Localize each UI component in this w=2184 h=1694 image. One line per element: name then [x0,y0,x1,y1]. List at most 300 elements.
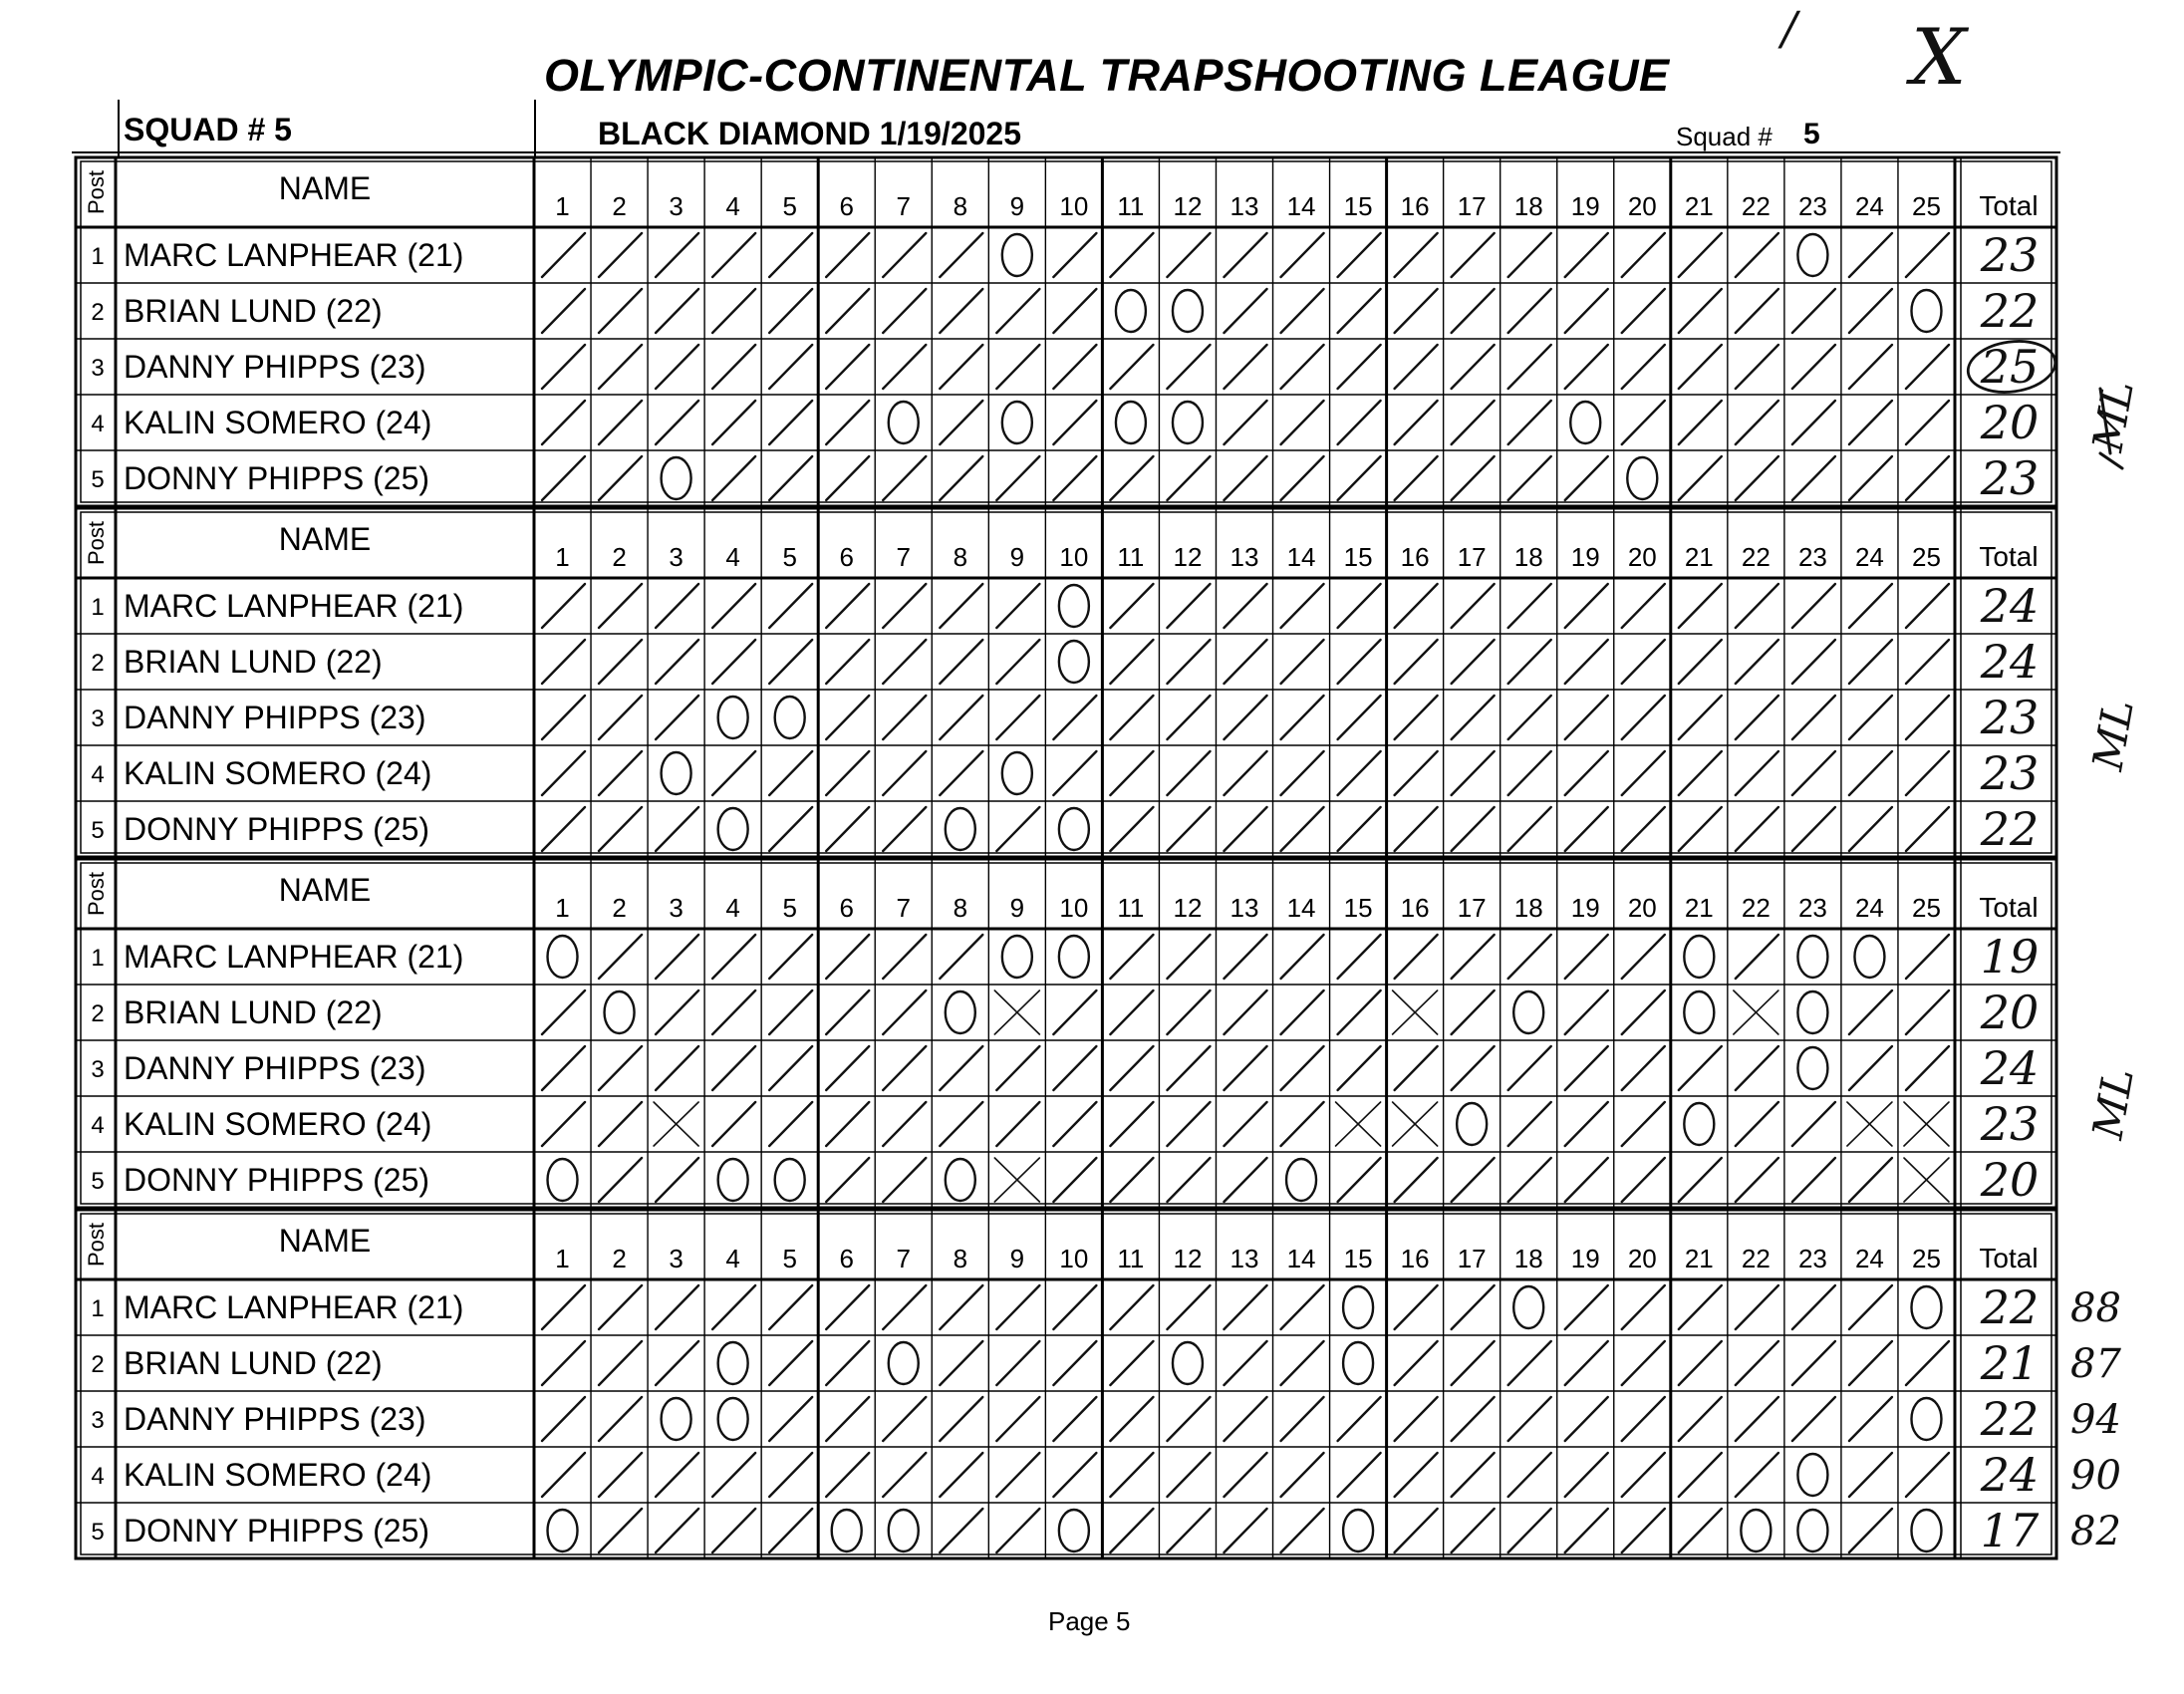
hit-mark [1110,584,1153,628]
hit-mark [1281,1285,1324,1329]
miss-mark [548,1510,578,1552]
hit-mark [1622,1509,1665,1553]
player-name: BRIAN LUND (22) [124,293,383,329]
target-number-label: 10 [1059,1244,1089,1273]
miss-mark [1002,936,1032,978]
hit-mark [1452,289,1495,333]
hit-mark [1679,1046,1722,1090]
hit-mark [542,289,585,333]
hit-mark [1679,640,1722,684]
hit-mark [656,345,698,389]
hit-mark [1110,751,1153,795]
hit-mark [1167,456,1210,500]
hit-mark [1110,640,1153,684]
hit-mark [1395,401,1438,444]
target-number-label: 7 [896,191,911,221]
hit-mark [1736,1397,1778,1441]
hit-mark [1395,1341,1438,1385]
hit-mark [1395,345,1438,389]
hit-mark [1338,456,1381,500]
hit-mark [1452,456,1495,500]
hit-mark [599,1341,642,1385]
hit-mark [1508,1341,1551,1385]
hit-mark [1679,584,1722,628]
hit-mark [1053,401,1096,444]
target-number-label: 19 [1570,542,1600,572]
hit-mark [1395,1158,1438,1202]
post-number: 5 [91,1519,105,1546]
hit-mark [1338,751,1381,795]
miss-mark [718,1159,748,1201]
player-name: DONNY PHIPPS (25) [124,1162,430,1198]
hit-mark [769,584,812,628]
target-number-label: 1 [555,191,570,221]
post-number: 3 [91,706,105,732]
hit-mark [1281,807,1324,851]
hit-mark [996,289,1039,333]
hit-mark [542,1397,585,1441]
miss-mark [889,402,919,443]
target-number-label: 21 [1684,893,1714,923]
hit-mark [1508,456,1551,500]
hit-mark [1849,640,1892,684]
hit-mark [883,696,926,739]
hit-mark [1053,1285,1096,1329]
hit-mark [1622,584,1665,628]
hit-mark [1338,345,1381,389]
hit-mark [769,1102,812,1146]
hit-mark [712,584,755,628]
hit-mark [1565,1453,1608,1497]
hit-mark [1224,1285,1266,1329]
hit-mark [1167,935,1210,979]
hit-mark [826,1453,869,1497]
hit-mark [1679,289,1722,333]
hit-mark [1167,1453,1210,1497]
hit-mark [1508,1397,1551,1441]
target-number-label: 12 [1173,1244,1203,1273]
hit-mark [542,1453,585,1497]
hit-mark [1110,1102,1153,1146]
target-number-label: 4 [725,542,740,572]
target-number-label: 9 [1009,893,1025,923]
hit-mark [826,990,869,1034]
hit-mark [1679,1158,1722,1202]
name-column-label: NAME [278,1223,372,1259]
row-total: 23 [1980,746,2040,800]
hit-mark [1167,1509,1210,1553]
miss-mark [1627,457,1657,499]
hit-mark [769,1046,812,1090]
hit-mark [712,401,755,444]
row-total: 23 [1980,1097,2040,1151]
player-name: MARC LANPHEAR (21) [124,1289,464,1325]
post-number: 2 [91,650,105,677]
hit-mark [1167,1158,1210,1202]
hit-mark [599,1509,642,1553]
hit-mark [1736,1102,1778,1146]
hit-mark [1736,807,1778,851]
hit-mark [542,345,585,389]
post-number: 3 [91,1407,105,1434]
hit-mark [1792,640,1835,684]
hit-mark [883,935,926,979]
hit-mark [826,696,869,739]
target-number-label: 4 [725,191,740,221]
hit-mark [656,584,698,628]
target-number-label: 7 [896,893,911,923]
hit-mark [1792,401,1835,444]
hit-mark [1906,1046,1949,1090]
hit-mark [1281,233,1324,277]
target-number-label: 20 [1627,191,1657,221]
total-column-label: Total [1979,190,2039,221]
target-number-label: 9 [1009,191,1025,221]
hit-mark [1167,807,1210,851]
hit-mark [1622,1158,1665,1202]
hit-mark [1622,1046,1665,1090]
hit-mark [769,935,812,979]
hit-mark [826,1285,869,1329]
hit-mark [1565,456,1608,500]
target-number-label: 3 [669,893,683,923]
hit-mark [826,1397,869,1441]
target-number-label: 12 [1173,191,1203,221]
target-number-label: 4 [725,893,740,923]
hit-mark [940,345,982,389]
hit-mark [1224,990,1266,1034]
hit-mark [1565,751,1608,795]
target-number-label: 5 [782,893,797,923]
hit-mark [883,1158,926,1202]
miss-mark [1684,991,1714,1033]
miss-mark [718,1342,748,1384]
miss-mark [1173,402,1203,443]
target-number-label: 22 [1741,542,1771,572]
miss-mark [605,991,635,1033]
total-column-label: Total [1979,1243,2039,1273]
hit-mark [826,345,869,389]
target-number-label: 15 [1343,191,1373,221]
player-name: DONNY PHIPPS (25) [124,1513,430,1549]
target-number-label: 14 [1286,542,1316,572]
hit-mark [1224,401,1266,444]
row-total: 24 [1980,579,2040,633]
hit-mark [1565,990,1608,1034]
target-number-label: 8 [953,542,968,572]
hit-mark [656,401,698,444]
target-number-label: 16 [1400,893,1430,923]
hit-mark [542,401,585,444]
target-number-label: 2 [612,1244,627,1273]
hit-mark [1338,1453,1381,1497]
hit-mark [883,456,926,500]
hit-mark [1622,807,1665,851]
hit-mark [1224,1102,1266,1146]
hit-mark [1736,1158,1778,1202]
hit-mark [1508,935,1551,979]
hit-mark [1167,1102,1210,1146]
aggregate-total: 94 [2070,1397,2121,1443]
miss-mark [1002,752,1032,794]
hit-mark [883,1285,926,1329]
hit-mark [542,456,585,500]
hit-mark [1508,584,1551,628]
row-total: 25 [1980,340,2040,394]
hit-mark [1224,1158,1266,1202]
target-number-label: 10 [1059,191,1089,221]
post-number: 4 [91,411,105,437]
hit-mark [1110,1453,1153,1497]
hit-mark [1110,990,1153,1034]
hit-mark [940,1453,982,1497]
hit-mark [656,1453,698,1497]
hit-mark [656,1341,698,1385]
hit-mark [599,1102,642,1146]
player-name: KALIN SOMERO (24) [124,1106,432,1142]
hit-mark [1452,233,1495,277]
target-number-label: 8 [953,191,968,221]
target-number-label: 20 [1627,1244,1657,1273]
hit-mark [1508,1046,1551,1090]
hit-mark [1452,990,1495,1034]
target-number-label: 24 [1854,893,1884,923]
miss-mark [548,936,578,978]
hit-mark [996,807,1039,851]
target-number-label: 2 [612,893,627,923]
row-total: 21 [1980,1336,2040,1390]
hit-mark [1338,640,1381,684]
hit-mark [1452,751,1495,795]
target-number-label: 15 [1343,1244,1373,1273]
miss-mark [775,1159,805,1201]
target-number-label: 18 [1513,542,1543,572]
post-number: 4 [91,1112,105,1139]
hit-mark [1338,807,1381,851]
hit-mark [1849,990,1892,1034]
hit-mark [826,401,869,444]
miss-mark [1116,402,1146,443]
row-total: 22 [1980,1280,2040,1334]
hit-mark [599,751,642,795]
hit-mark [599,584,642,628]
target-number-label: 8 [953,893,968,923]
hit-mark [712,1509,755,1553]
miss-mark [1911,1286,1941,1328]
hit-mark [1792,1285,1835,1329]
target-number-label: 14 [1286,1244,1316,1273]
miss-mark [718,697,748,738]
squad-label-right: Squad # [1676,122,1773,151]
hit-mark [1736,696,1778,739]
hit-mark [769,456,812,500]
hit-mark [883,1102,926,1146]
hit-mark [940,696,982,739]
miss-mark [662,752,691,794]
row-total: 19 [1980,930,2040,984]
hit-mark [1906,584,1949,628]
hit-mark [826,584,869,628]
hit-mark [1224,1046,1266,1090]
hit-mark [1110,696,1153,739]
miss-mark [1911,290,1941,332]
hit-mark [1792,456,1835,500]
hit-mark [1281,696,1324,739]
hit-mark [1167,345,1210,389]
row-total: 24 [1980,635,2040,689]
reviewer-initials: ML [2082,696,2144,774]
target-number-label: 7 [896,1244,911,1273]
hit-mark [712,1046,755,1090]
hit-mark [599,935,642,979]
post-number: 4 [91,761,105,788]
target-number-label: 24 [1854,1244,1884,1273]
hit-mark [769,807,812,851]
hit-mark [599,289,642,333]
hit-mark [1849,401,1892,444]
hit-mark [940,640,982,684]
hit-mark [599,233,642,277]
hit-mark [1281,990,1324,1034]
miss-mark [1173,1342,1203,1384]
hit-mark [1395,640,1438,684]
target-number-label: 21 [1684,191,1714,221]
hit-mark [1565,640,1608,684]
target-number-label: 6 [839,191,854,221]
hit-mark [940,456,982,500]
row-total: 22 [1980,802,2040,856]
hit-mark [1736,289,1778,333]
hit-mark [1849,1341,1892,1385]
target-number-label: 16 [1400,191,1430,221]
hit-mark [712,456,755,500]
post-number: 1 [91,594,105,621]
hit-mark [1792,1102,1835,1146]
hit-mark [1452,1285,1495,1329]
target-number-label: 9 [1009,1244,1025,1273]
hit-mark [826,807,869,851]
hit-mark [1508,289,1551,333]
hit-mark [940,233,982,277]
hit-mark [826,640,869,684]
hit-mark [826,935,869,979]
post-number: 1 [91,243,105,270]
hit-mark [1167,696,1210,739]
target-number-label: 12 [1173,893,1203,923]
target-number-label: 12 [1173,542,1203,572]
hit-mark [1622,401,1665,444]
hit-mark [1906,696,1949,739]
hit-mark [1508,696,1551,739]
hit-mark [1565,1158,1608,1202]
hit-mark [1395,1509,1438,1553]
hit-mark [712,990,755,1034]
player-name: KALIN SOMERO (24) [124,1457,432,1493]
hit-mark [883,1453,926,1497]
hit-mark [1508,1453,1551,1497]
hit-mark [599,1046,642,1090]
hit-mark [1565,345,1608,389]
hit-mark [1679,401,1722,444]
hit-mark [712,935,755,979]
hit-mark [1053,1341,1096,1385]
hit-mark [1110,1341,1153,1385]
hit-mark [1281,751,1324,795]
hit-mark [1224,456,1266,500]
miss-mark [1059,1510,1089,1552]
hit-mark [1281,456,1324,500]
hit-mark [1167,990,1210,1034]
target-number-label: 19 [1570,893,1600,923]
hit-mark [1338,1397,1381,1441]
hit-mark [599,456,642,500]
row-total: 20 [1980,986,2040,1039]
hit-mark [599,1158,642,1202]
hit-mark [1053,456,1096,500]
player-name: KALIN SOMERO (24) [124,755,432,791]
row-total: 20 [1980,396,2040,449]
target-number-label: 13 [1229,893,1259,923]
hit-mark [883,345,926,389]
hit-mark [1224,289,1266,333]
miss-mark [1684,1103,1714,1145]
hit-mark [940,584,982,628]
hit-mark [1338,990,1381,1034]
hit-mark [1053,1397,1096,1441]
hit-mark [883,640,926,684]
hit-mark [656,696,698,739]
hit-mark [542,990,585,1034]
hit-mark [1565,233,1608,277]
hit-mark [1679,1453,1722,1497]
event-name-date: BLACK DIAMOND 1/19/2025 [598,116,1021,151]
target-number-label: 3 [669,191,683,221]
hit-mark [1792,1341,1835,1385]
hit-mark [599,640,642,684]
target-number-label: 17 [1457,542,1487,572]
hit-mark [712,640,755,684]
target-number-label: 1 [555,1244,570,1273]
hit-mark [1110,1046,1153,1090]
hit-mark [1622,751,1665,795]
target-number-label: 11 [1117,542,1145,572]
hit-mark [1508,751,1551,795]
hit-mark [1849,1397,1892,1441]
total-column-label: Total [1979,541,2039,572]
hit-mark [1281,640,1324,684]
hit-mark [599,1397,642,1441]
miss-mark [889,1342,919,1384]
hit-mark [1053,1102,1096,1146]
hit-mark [1452,1046,1495,1090]
hit-mark [1849,1158,1892,1202]
hit-mark [996,1341,1039,1385]
hit-mark [940,1397,982,1441]
miss-mark [1911,1510,1941,1552]
hit-mark [996,584,1039,628]
hit-mark [1792,289,1835,333]
hit-mark [656,990,698,1034]
squad-number-right: 5 [1803,118,1820,150]
target-number-label: 4 [725,1244,740,1273]
hit-mark [1792,1397,1835,1441]
hit-mark [1792,807,1835,851]
hit-mark [1053,1046,1096,1090]
miss-mark [1797,991,1827,1033]
miss-mark [1911,1398,1941,1440]
hit-mark [883,807,926,851]
aggregate-total: 87 [2070,1341,2121,1387]
